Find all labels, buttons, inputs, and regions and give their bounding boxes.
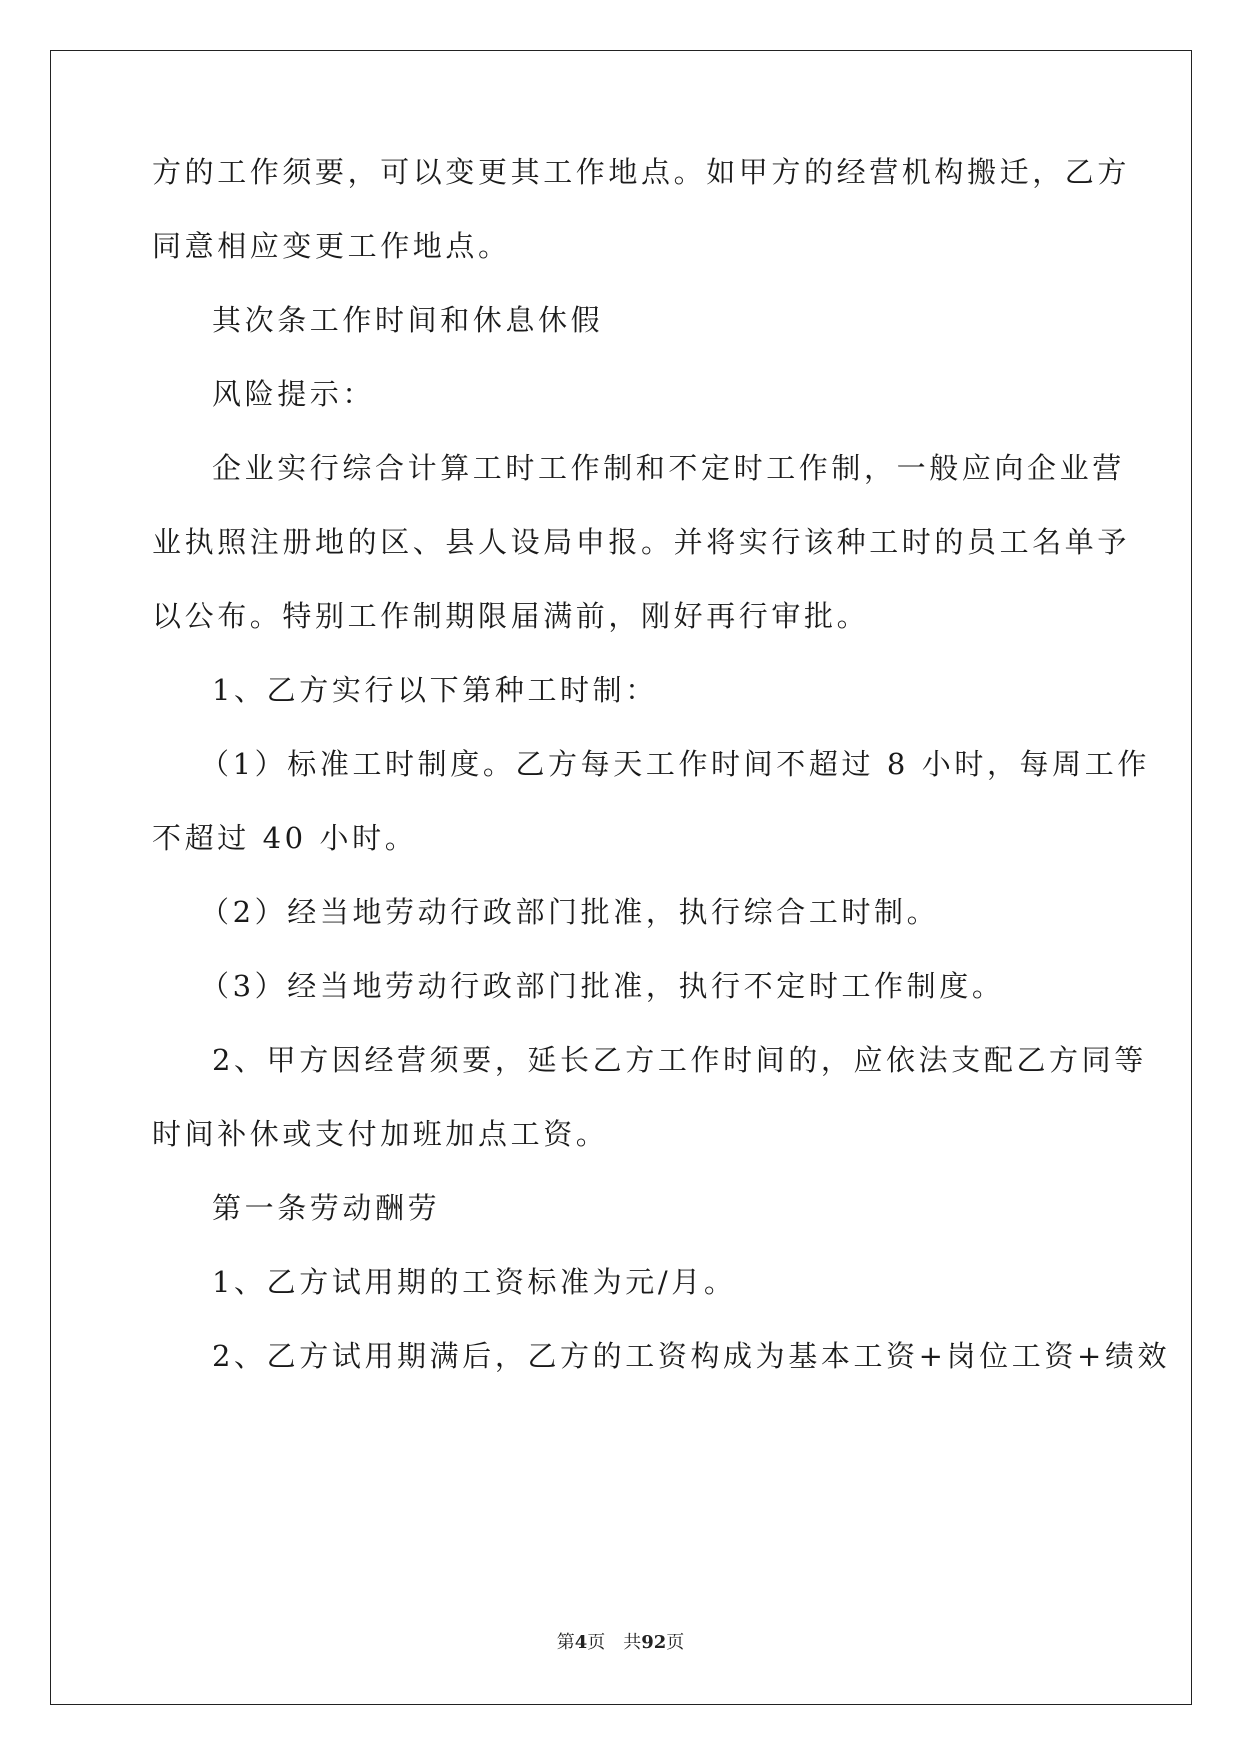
- text-line: 企业实行综合计算工时工作制和不定时工作制，一般应向企业营: [212, 451, 1125, 485]
- footer-middle: 页 共: [587, 1632, 642, 1653]
- page-footer: [0, 1628, 1241, 1654]
- footer-prefix: 第: [556, 1632, 575, 1653]
- list-item: 1、乙方试用期的工资标准为元/月。: [212, 1265, 737, 1299]
- total-page-count: 92: [641, 1632, 667, 1653]
- text-line: 不超过 40 小时。: [152, 821, 418, 855]
- list-item: 1、乙方实行以下第种工时制：: [212, 673, 658, 707]
- text-line: 方的工作须要，可以变更其工作地点。如甲方的经营机构搬迁，乙方: [152, 155, 1131, 189]
- list-item: （3）经当地劳动行政部门批准，执行不定时工作制度。: [200, 969, 1005, 1003]
- current-page-number: 4: [574, 1632, 588, 1653]
- section-heading: 其次条工作时间和休息休假: [212, 303, 604, 337]
- list-item: （1）标准工时制度。乙方每天工作时间不超过 8 小时，每周工作: [200, 747, 1150, 781]
- list-item: 2、乙方试用期满后，乙方的工资构成为基本工资+岗位工资+绩效: [212, 1339, 1171, 1373]
- page-border: [50, 50, 1192, 1705]
- text-line: 时间补休或支付加班加点工资。: [152, 1117, 609, 1151]
- section-heading: 第一条劳动酬劳: [212, 1191, 441, 1225]
- text-line: 以公布。特别工作制期限届满前，刚好再行审批。: [152, 599, 870, 633]
- list-item: 2、甲方因经营须要，延长乙方工作时间的，应依法支配乙方同等: [212, 1043, 1147, 1077]
- text-line: 同意相应变更工作地点。: [152, 229, 511, 263]
- footer-suffix: 页: [666, 1632, 685, 1653]
- list-item: （2）经当地劳动行政部门批准，执行综合工时制。: [200, 895, 940, 929]
- risk-notice-label: 风险提示：: [212, 377, 376, 411]
- text-line: 业执照注册地的区、县人设局申报。并将实行该种工时的员工名单予: [152, 525, 1131, 559]
